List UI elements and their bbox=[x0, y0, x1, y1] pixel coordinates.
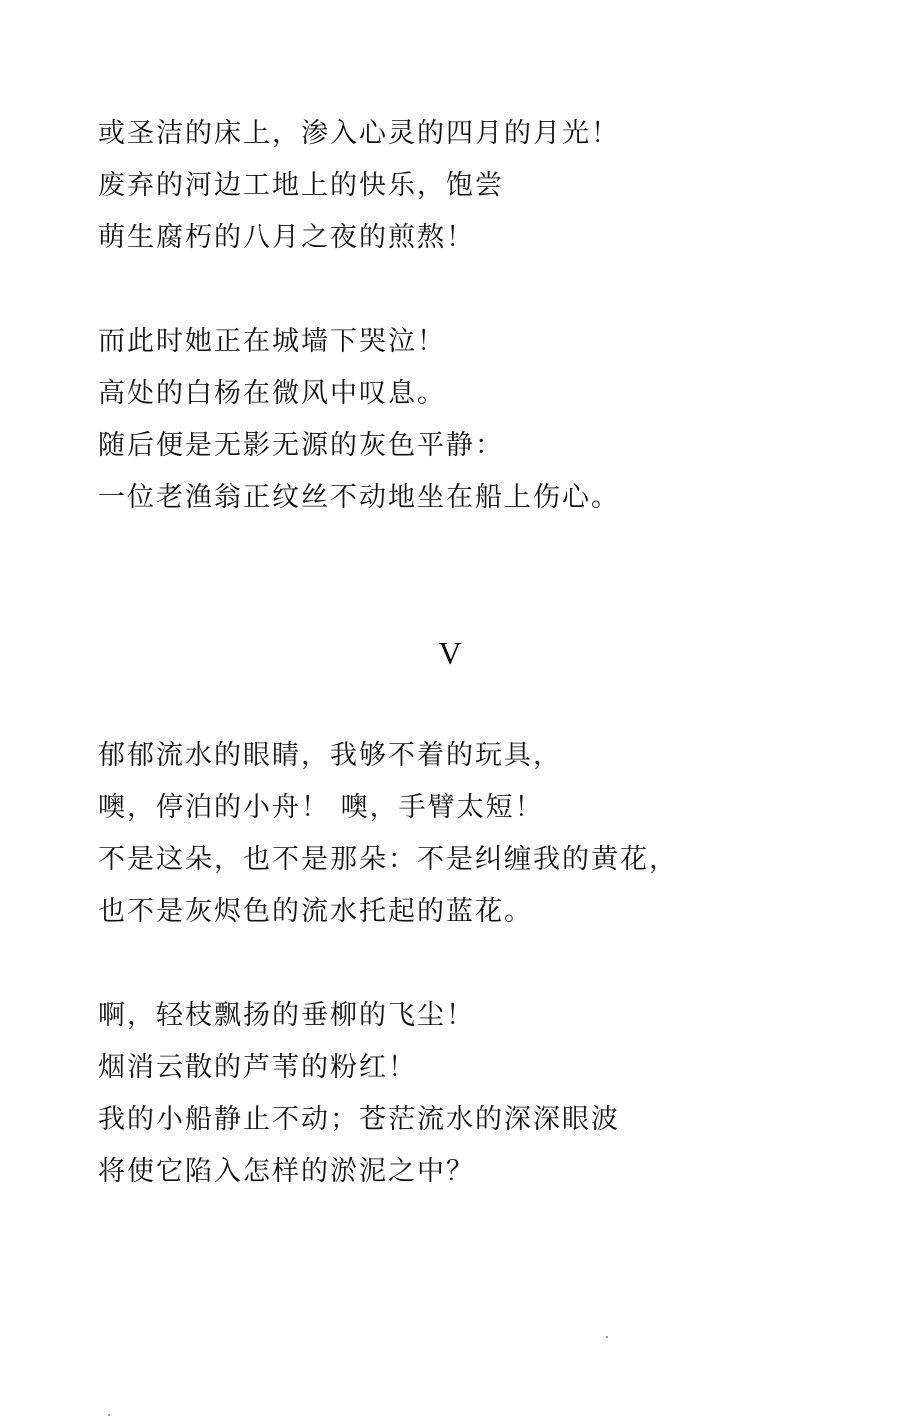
stanza-1 bbox=[98, 108, 620, 264]
stanza-4 bbox=[98, 990, 620, 1198]
section-heading: V bbox=[438, 635, 462, 671]
poem-line: 萌生腐朽的八月之夜的煎熬！ bbox=[98, 222, 475, 253]
poem-line: 啊，轻枝飘扬的垂柳的飞尘！ bbox=[98, 1000, 475, 1031]
poem-line: 而此时她正在城墙下哭泣！ bbox=[98, 326, 446, 357]
poem-line: 也不是灰烬色的流水托起的蓝花。 bbox=[98, 896, 533, 927]
poem-line: 不是这朵，也不是那朵：不是纠缠我的黄花， bbox=[98, 844, 678, 875]
poem-line: 郁郁流水的眼睛，我够不着的玩具， bbox=[98, 740, 562, 771]
poem-line: 随后便是无影无源的灰色平静： bbox=[98, 430, 504, 461]
stanza-2 bbox=[98, 316, 620, 524]
poem-line: 或圣洁的床上，渗入心灵的四月的月光！ bbox=[98, 118, 620, 149]
poem-line: 高处的白杨在微风中叹息。 bbox=[98, 378, 446, 409]
scan-speck bbox=[606, 1336, 608, 1338]
poem-line: 将使它陷入怎样的淤泥之中？ bbox=[98, 1156, 475, 1187]
poem-line: 废弃的河边工地上的快乐，饱尝 bbox=[98, 170, 504, 201]
poem-line: 我的小船静止不动；苍茫流水的深深眼波 bbox=[98, 1104, 620, 1135]
stanza-3 bbox=[98, 730, 678, 938]
poem-line: 一位老渔翁正纹丝不动地坐在船上伤心。 bbox=[98, 482, 620, 513]
poem-line: 噢，停泊的小舟！ 噢，手臂太短！ bbox=[98, 792, 544, 823]
poem-line: 烟消云散的芦苇的粉红！ bbox=[98, 1052, 417, 1083]
scan-speck bbox=[108, 1414, 110, 1416]
